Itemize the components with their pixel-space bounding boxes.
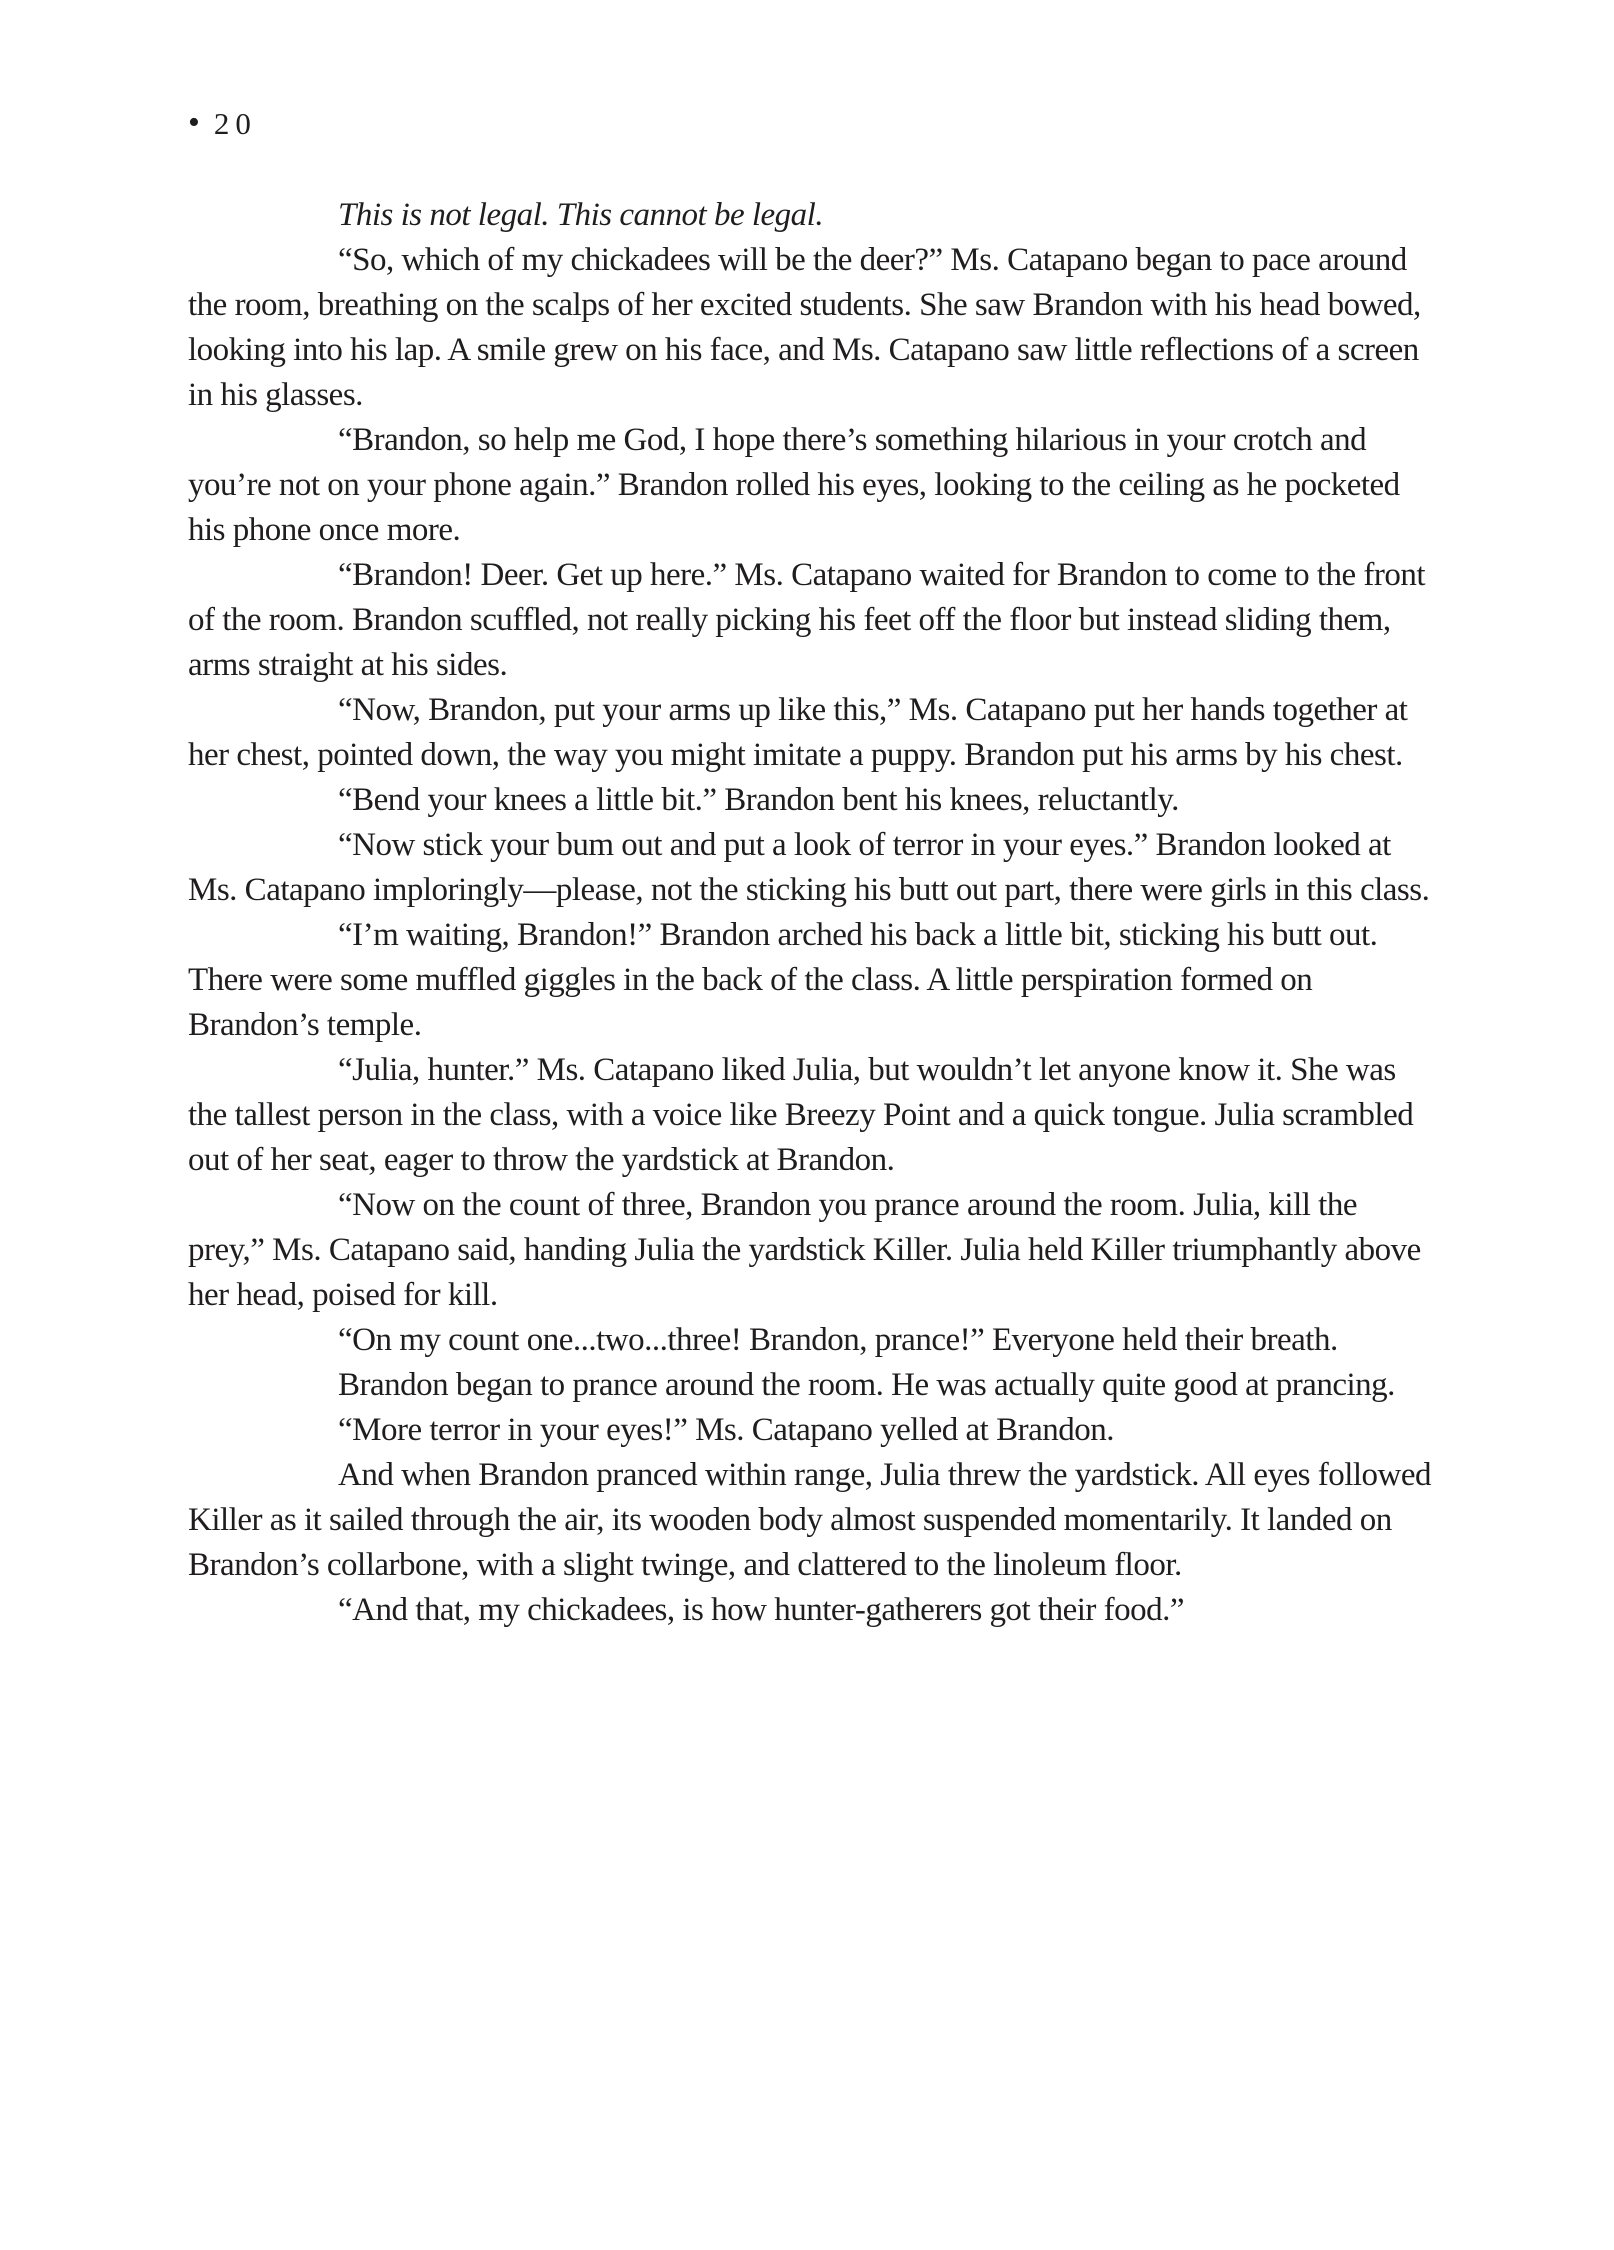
internal-monologue-line: This is not legal. This cannot be legal.	[338, 197, 824, 233]
page-number-value: 20	[213, 106, 257, 141]
page-number	[188, 106, 257, 141]
story-paragraph: “On my count one...two...three! Brandon, prance!” Everyone held their breath.	[338, 1322, 1338, 1358]
story-text-block	[188, 193, 1433, 1633]
story-paragraph: “Now stick your bum out and put a look of terror in your eyes.” Brandon looked at Ms. Catapano imploringly—please, not the sticking his butt out part, there were girls in this class.	[188, 827, 1430, 908]
story-paragraph: “More terror in your eyes!” Ms. Catapano yelled at Brandon.	[338, 1412, 1114, 1448]
story-paragraph: “So, which of my chickadees will be the deer?” Ms. Catapano began to pace around the room, breathing on the scalps of her excited students. She saw Brandon with his head bowed, looking into his lap. A smile grew on his face, and Ms. Catapano saw little reflections of a screen in his glasses.	[188, 242, 1421, 413]
story-paragraph: “Brandon! Deer. Get up here.” Ms. Catapano waited for Brandon to come to the front of the room. Brandon scuffled, not really picking his feet off the floor but instead sliding them, arms straight at his sides.	[188, 557, 1426, 683]
story-paragraph: “Now on the count of three, Brandon you prance around the room. Julia, kill the prey,” Ms. Catapano said, handing Julia the yardstick Killer. Julia held Killer triumphantly above her head, poised for kill.	[188, 1187, 1421, 1313]
story-paragraph: “Now, Brandon, put your arms up like this,” Ms. Catapano put her hands together at her chest, pointed down, the way you might imitate a puppy. Brandon put his arms by his chest.	[188, 692, 1408, 773]
story-paragraph: “And that, my chickadees, is how hunter-gatherers got their food.”	[338, 1592, 1185, 1628]
story-paragraph: “Brandon, so help me God, I hope there’s something hilarious in your crotch and you’re not on your phone again.” Brandon rolled his eyes, looking to the ceiling as he pocketed his phone once more.	[188, 422, 1400, 548]
story-paragraph: “Julia, hunter.” Ms. Catapano liked Julia, but wouldn’t let anyone know it. She was the tallest person in the class, with a voice like Breezy Point and a quick tongue. Julia scrambled out of her seat, eager to throw the yardstick at Brandon.	[188, 1052, 1414, 1178]
story-paragraph: “I’m waiting, Brandon!” Brandon arched his back a little bit, sticking his butt out. There were some muffled giggles in the back of the class. A little perspiration formed on Brandon’s temple.	[188, 917, 1378, 1043]
story-paragraph: And when Brandon pranced within range, Julia threw the yardstick. All eyes followed Killer as it sailed through the air, its wooden body almost suspended momentarily. It landed on Brandon’s collarbone, with a slight twinge, and clattered to the linoleum floor.	[188, 1457, 1432, 1583]
story-paragraph: Brandon began to prance around the room. He was actually quite good at prancing.	[338, 1367, 1395, 1403]
story-paragraph: “Bend your knees a little bit.” Brandon bent his knees, reluctantly.	[338, 782, 1179, 818]
page-number-bullet: •	[188, 104, 200, 141]
